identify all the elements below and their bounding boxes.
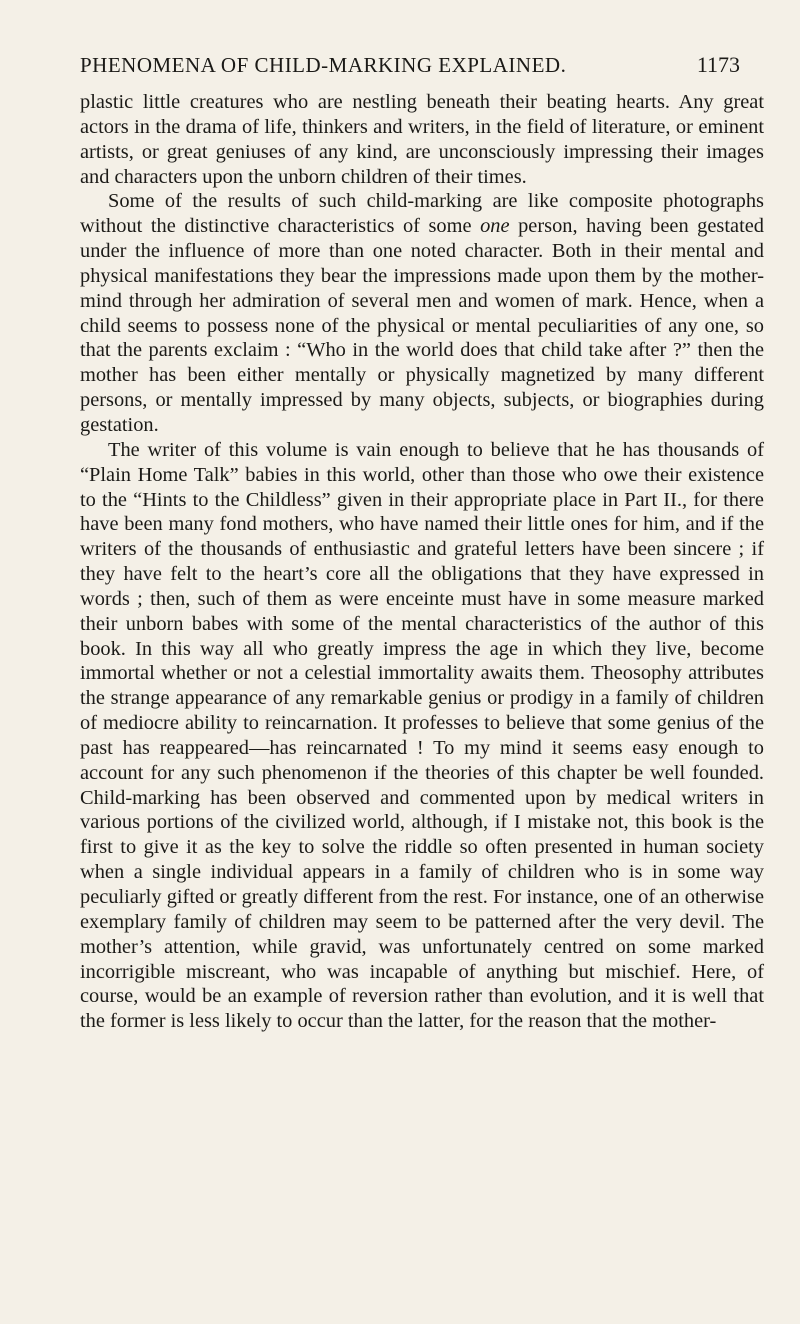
body-text — [80, 90, 764, 1034]
paragraph-text: Some of the results of such child-marking are like composite photographs without the distinctive characteristics of some — [80, 190, 764, 238]
paragraph-continued: plastic little creatures who are nestling beneath their beating hearts. Any great actors in the drama of life, thinkers and writers, in the field of literature, or eminent artists, or great geniuses of any kind, are unconsciously impressing their images and characters upon the unborn children of their times. — [80, 91, 764, 188]
emphasis-one: one — [480, 215, 510, 238]
paragraph-plain-home-talk-babies: The writer of this volume is vain enough to believe that he has thousands of “Plain Home Talk” babies in this world, other than those who owe their existence to the “Hints to the Childless” given in their appropriate place in Part II., for there have been many fond mothers, who have named their little ones for him, and if the writers of the thousands of enthusiastic and grateful letters have been sincere ; if they have felt to the heart’s core all the obligations that they have expressed in words ; then, such of them as were enceinte must have in some measure marked their unborn babes with some of the mental characteristics of the author of this book. In this way all who greatly impress the age in which they live, become immortal whether or not a celestial immortality awaits them. Theosophy attributes the strange appearance of any remarkable genius or prodigy in a family of children of mediocre ability to reincarnation. It professes to believe that some genius of the past has reappeared—has reincarnated ! To my mind it seems easy enough to account for any such phenomenon if the theories of this chapter be well founded. Child-marking has been observed and commented upon by medical writers in various portions of the civilized world, although, if I mistake not, this book is the first to give it as the key to solve the riddle so often presented in human society when a single individual appears in a family of children who is in some way peculiarly gifted or greatly different from the rest. For instance, one of an otherwise exemplary family of children may seem to be patterned after the very devil. The mother’s attention, while gravid, was unfortunately centred on some marked incorrigible miscreant, who was incapable of anything but mischief. Here, of course, would be an example of reversion rather than evolution, and it is well that the former is less likely to occur than the latter, for the reason that the mother- — [80, 438, 764, 1033]
running-title: PHENOMENA OF CHILD-MARKING EXPLAINED. — [80, 53, 567, 77]
running-head — [80, 52, 740, 78]
paragraph-text: person, having been gestated under the influence of more than one noted character. Both in their mental and physical manifestations they bear the impressions made upon them by the mother-mind through her admiration of several men and women of mark. Hence, when a child seems to possess none of the physical or mental peculiarities of any one, so that the parents exclaim : “Who in the world does that child take after ?” then the mother has been either mentally or physically magnetized by many different persons, or mentally impressed by many objects, subjects, or biographies during gestation. — [80, 215, 764, 436]
paragraph-composite-photographs — [80, 189, 764, 437]
page-number: 1173 — [696, 52, 740, 77]
